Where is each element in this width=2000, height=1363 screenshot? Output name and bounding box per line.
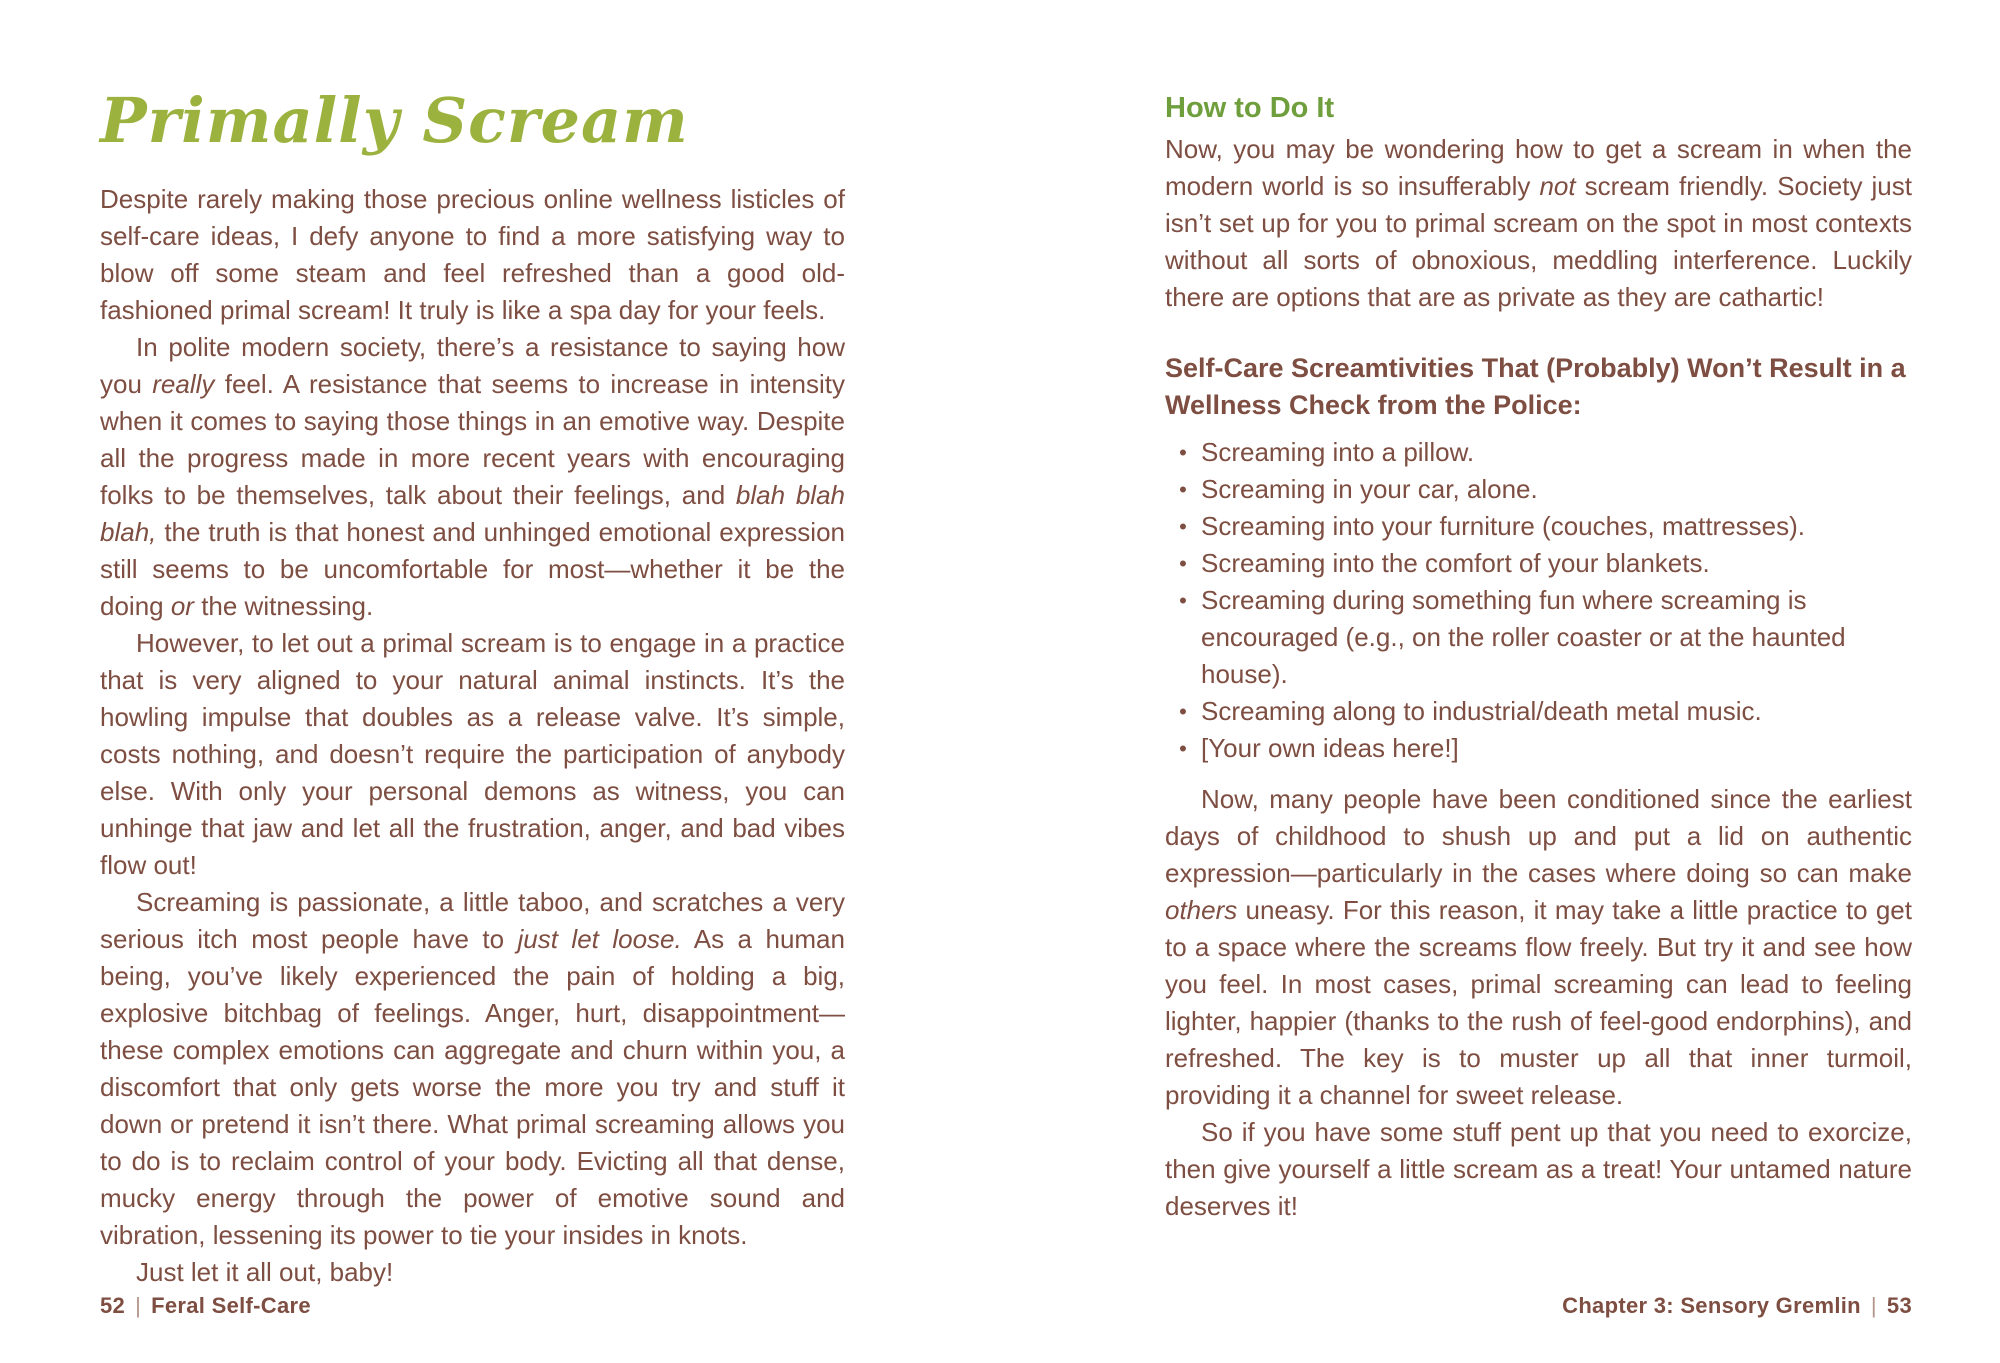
text-run: Just let it all out, baby! xyxy=(136,1257,394,1288)
text-run: not xyxy=(1539,171,1576,201)
right-body-text xyxy=(1165,131,1912,1225)
footer-separator: | xyxy=(1870,1293,1877,1318)
text-run: Now, many people have been conditioned since the earliest days of childhood to shush up and put a lid on authentic expression—particularly in the cases where doing so can make xyxy=(1165,784,1912,888)
text-run: blah blah blah, xyxy=(100,480,845,548)
page-number: 53 xyxy=(1886,1293,1912,1318)
page-number: 52 xyxy=(100,1293,126,1318)
list-item xyxy=(1165,693,1912,730)
list-item-label: Screaming in your car, alone. xyxy=(1201,474,1538,504)
page-right xyxy=(1000,0,2000,1363)
paragraph xyxy=(100,181,845,329)
paragraph xyxy=(100,1254,845,1291)
list-item-label: Screaming during something fun where screaming is encouraged (e.g., on the roller coaster or at the haunted house). xyxy=(1201,585,1846,689)
paragraph xyxy=(100,884,845,1254)
bullet-icon: • xyxy=(1179,588,1187,613)
paragraph xyxy=(1165,781,1912,1114)
page-title: Primally Scream xyxy=(100,84,689,157)
text-run: Despite rarely making those precious online wellness listicles of self-care ideas, I defy anyone to find a more satisfying way to blow off some steam and feel refreshed than a good old-fashioned primal scream! It truly is like a spa day for your feels. xyxy=(100,184,845,326)
paragraph xyxy=(1165,131,1912,316)
footer-left xyxy=(100,1293,311,1319)
paragraph xyxy=(100,329,845,625)
list-item-label: Screaming into the comfort of your blankets. xyxy=(1201,548,1710,578)
text-run: uneasy. For this reason, it may take a little practice to get to a space where the screams flow freely. But try it and see how you feel. In most cases, primal screaming can lead to feeling lighter, happier (thanks to the rush of feel-good endorphins), and refreshed. The key is to muster up all that inner turmoil, providing it a channel for sweet release. xyxy=(1165,895,1912,1110)
text-run: In polite modern society, there’s a resistance to saying how you xyxy=(100,332,845,400)
text-run: scream friendly. Society just isn’t set up for you to primal scream on the spot in most contexts without all sorts of obnoxious, meddling interference. Luckily there are options that are as private as they are cathartic! xyxy=(1165,171,1912,312)
text-run: just let loose. xyxy=(517,924,682,955)
text-run: others xyxy=(1165,895,1238,925)
text-run: However, to let out a primal scream is to engage in a practice that is very aligned to your natural animal instincts. It’s the howling impulse that doubles as a release valve. It’s simple, costs nothing, and doesn’t require the participation of anybody else. With only your personal demons as witness, you can unhinge that jaw and let all the frustration, anger, and bad vibes flow out! xyxy=(100,628,845,881)
text-run: feel. A resistance that seems to increase in intensity when it comes to saying those things in an emotive way. Despite all the progress made in more recent years with encouraging folks to be themselves, talk about their feelings, and xyxy=(100,369,845,511)
text-run: As a human being, you’ve likely experienced the pain of holding a big, explosive bitchbag of feelings. Anger, hurt, disappointment—these complex emotions can aggregate and churn within you, a discomfort that only gets worse the more you try and stuff it down or pretend it isn’t there. What primal screaming allows you to do is to reclaim control of your body. Evicting all that dense, mucky energy through the power of emotive sound and vibration, lessening its power to tie your insides in knots. xyxy=(100,924,845,1251)
list-item-label: [Your own ideas here!] xyxy=(1201,733,1459,763)
list-item xyxy=(1165,582,1912,693)
list-item xyxy=(1165,434,1912,471)
list-item xyxy=(1165,471,1912,508)
list-item xyxy=(1165,545,1912,582)
bullet-icon: • xyxy=(1179,477,1187,502)
footer-right xyxy=(1562,1293,1912,1319)
chapter-title: Chapter 3: Sensory Gremlin xyxy=(1562,1293,1861,1318)
bullet-icon: • xyxy=(1179,514,1187,539)
bullet-icon: • xyxy=(1179,736,1187,761)
text-run: really xyxy=(152,369,215,400)
paragraph xyxy=(1165,1114,1912,1225)
list-item-label: Screaming into a pillow. xyxy=(1201,437,1475,467)
paragraph xyxy=(100,625,845,884)
left-body-text xyxy=(100,181,845,1291)
section-heading: How to Do It xyxy=(1165,92,1335,124)
book-title: Feral Self-Care xyxy=(151,1293,311,1318)
list-title: Self-Care Screamtivities That (Probably) Won’t Result in a Wellness Check from the Police: xyxy=(1165,353,1906,420)
list-item xyxy=(1165,508,1912,545)
bullet-icon: • xyxy=(1179,699,1187,724)
text-run: Now, you may be wondering how to get a scream in when the modern world is so insufferably xyxy=(1165,134,1912,201)
text-run: Screaming is passionate, a little taboo, and scratches a very serious itch most people have to xyxy=(100,887,845,955)
list-item-label: Screaming along to industrial/death metal music. xyxy=(1201,696,1762,726)
text-run: the truth is that honest and unhinged emotional expression still seems to be uncomfortable for most—whether it be the doing xyxy=(100,517,845,622)
bullet-icon: • xyxy=(1179,440,1187,465)
screamtivities-list xyxy=(1165,434,1912,767)
bullet-icon: • xyxy=(1179,551,1187,576)
text-run: So if you have some stuff pent up that you need to exorcize, then give yourself a little scream as a treat! Your untamed nature deserves it! xyxy=(1165,1117,1912,1221)
footer-separator: | xyxy=(135,1293,142,1318)
text-run: the witnessing. xyxy=(193,591,374,622)
text-run: or xyxy=(170,591,194,622)
list-item xyxy=(1165,730,1912,767)
list-item-label: Screaming into your furniture (couches, mattresses). xyxy=(1201,511,1806,541)
